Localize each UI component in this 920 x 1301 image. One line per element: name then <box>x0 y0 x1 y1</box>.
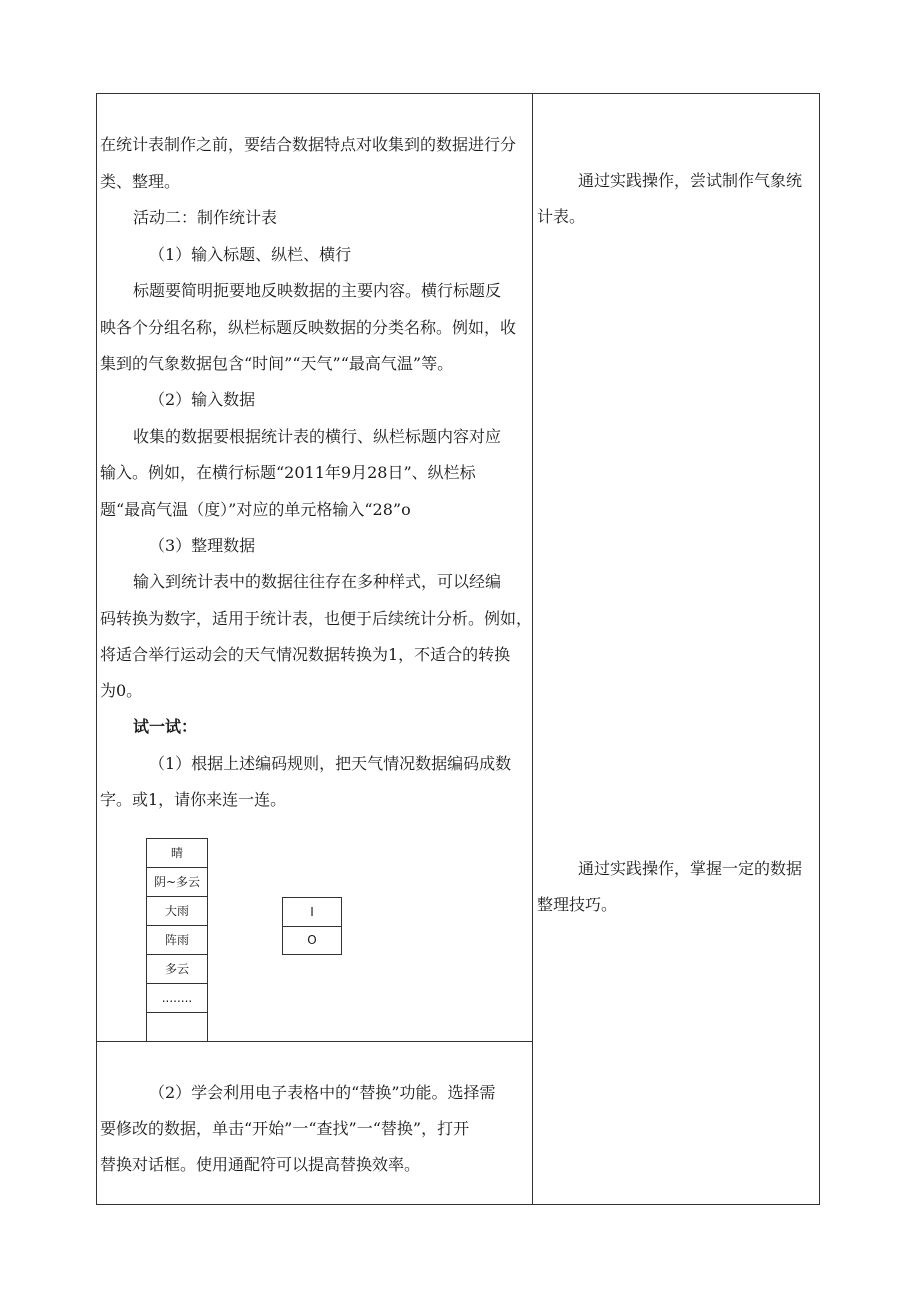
paragraph-line: 集到的气象数据包含“时间”“天气”“最高气温”等。 <box>100 354 454 373</box>
weather-cell: ........ <box>147 984 207 1013</box>
paragraph-line: 输入。例如，在横行标题“2011年9月28日”、纵栏标 <box>100 463 476 482</box>
try-it-heading: 试一试： <box>133 717 198 736</box>
column-divider <box>532 93 533 1205</box>
paragraph-line: 替换对话框。使用通配符可以提高替换效率。 <box>100 1155 421 1174</box>
weather-cell <box>147 1013 207 1042</box>
step-heading: （3）整理数据 <box>149 536 256 555</box>
paragraph-line: 为0。 <box>100 681 143 700</box>
paragraph-line: 在统计表制作之前，要结合数据特点对收集到的数据进行分 <box>100 135 517 154</box>
paragraph-line: 将适合举行运动会的天气情况数据转换为1，不适合的转换 <box>100 645 511 664</box>
weather-cell: 多云 <box>147 955 207 984</box>
design-note: 计表。 <box>537 207 586 226</box>
paragraph-line: 标题要简明扼要地反映数据的主要内容。横行标题反 <box>133 281 502 300</box>
code-table <box>282 897 342 955</box>
step-heading: （1）输入标题、纵栏、横行 <box>149 245 352 264</box>
activity-heading: 活动二：制作统计表 <box>133 208 278 227</box>
paragraph-line: （1）根据上述编码规则，把天气情况数据编码成数 <box>149 754 512 773</box>
weather-table <box>146 838 208 1042</box>
code-cell: I <box>283 898 341 927</box>
paragraph-line: 映各个分组名称，纵栏标题反映数据的分类名称。例如，收 <box>100 318 517 337</box>
design-note: 通过实践操作，掌握一定的数据 <box>578 859 803 878</box>
weather-cell: 阴~多云 <box>147 868 207 897</box>
code-cell: O <box>307 933 317 947</box>
paragraph-line: （2）学会利用电子表格中的“替换”功能。选择需 <box>149 1083 496 1102</box>
paragraph-line: 类、整理。 <box>100 172 181 191</box>
weather-cell: 阵雨 <box>147 926 207 955</box>
paragraph-line: 要修改的数据，单击“开始”一“查找”一“替换”，打开 <box>100 1119 470 1138</box>
step-heading: （2）输入数据 <box>149 390 256 409</box>
weather-cell: 大雨 <box>147 897 207 926</box>
paragraph-line: 题“最高气温（度）”对应的单元格输入“28”o <box>100 500 411 519</box>
paragraph-line: 收集的数据要根据统计表的横行、纵栏标题内容对应 <box>133 427 502 446</box>
paragraph-line: 输入到统计表中的数据往往存在多种样式，可以经编 <box>133 572 502 591</box>
paragraph-line: 码转换为数字，适用于统计表，也便于后续统计分析。例如， <box>100 609 533 628</box>
weather-cell: 晴 <box>147 839 207 868</box>
design-note: 整理技巧。 <box>537 895 618 914</box>
design-note: 通过实践操作，尝试制作气象统 <box>578 171 803 190</box>
paragraph-line: 字。或1，请你来连一连。 <box>100 790 287 809</box>
